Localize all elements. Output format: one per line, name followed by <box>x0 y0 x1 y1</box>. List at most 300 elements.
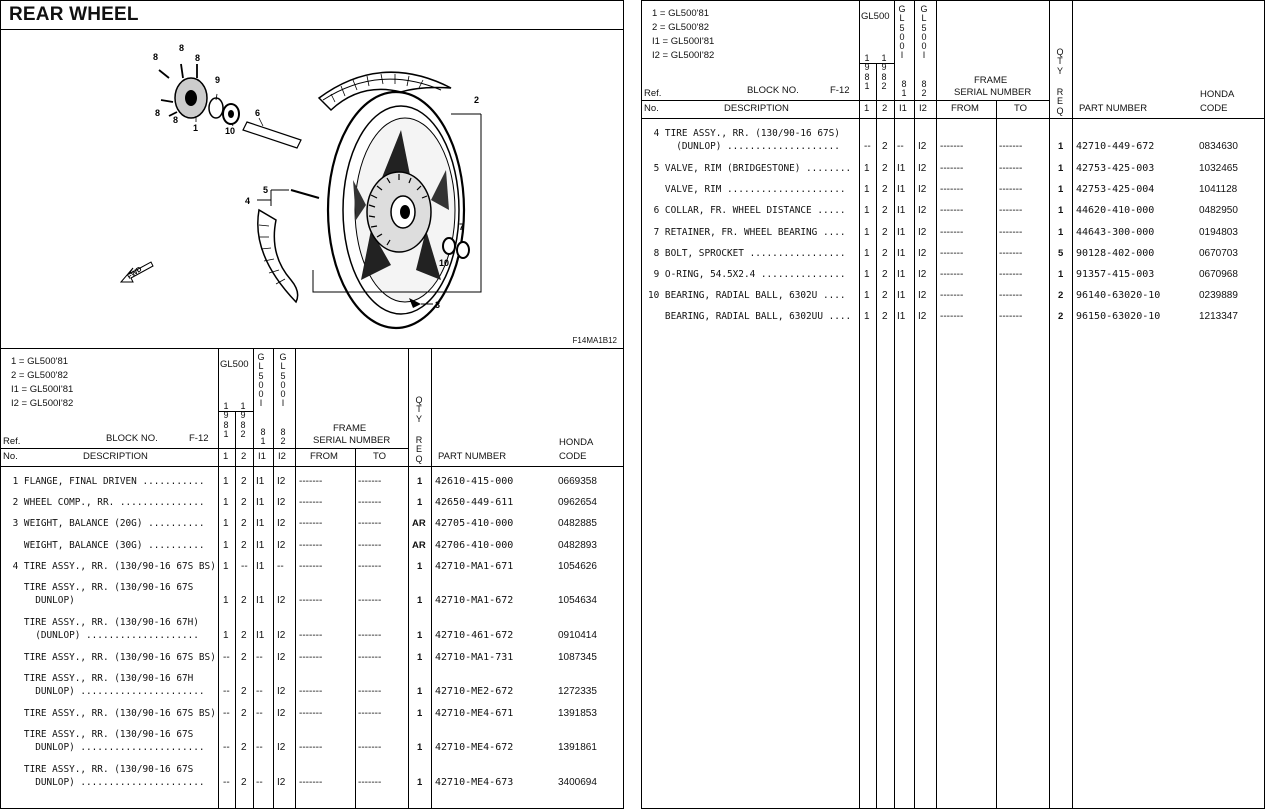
applicability-c3: I1 <box>897 290 906 302</box>
vertical-char: 9 <box>223 410 229 421</box>
honda-code: 1391861 <box>558 742 597 754</box>
applicability-c1: -- <box>223 708 230 720</box>
part-description: TIRE ASSY., RR. (130/90-16 67H DUNLOP) ...................... <box>23 673 205 697</box>
applicability-c2: 2 <box>241 595 247 606</box>
frame-from: ------- <box>299 742 323 754</box>
vertical-char: 1 <box>864 53 870 63</box>
vertical-char: 0 <box>921 31 927 42</box>
fwd-label: FWD <box>126 265 144 281</box>
frame-from: ------- <box>940 247 964 259</box>
frame-from: ------- <box>299 595 323 606</box>
applicability-c4: I2 <box>277 708 286 720</box>
title-bar <box>1 1 623 30</box>
part-description: 10 BEARING, RADIAL BALL, 6302U .... <box>648 290 846 302</box>
part-number: 42710-ME2-672 <box>435 686 514 698</box>
wheel-diagram-svg <box>1 30 623 348</box>
honda-header: HONDA <box>1200 89 1235 100</box>
applicability-c1: 1 <box>223 560 229 572</box>
frame-from: ------- <box>299 539 323 551</box>
vertical-char: T <box>1057 56 1063 67</box>
vertical-char: I <box>900 50 904 61</box>
to-header: TO <box>373 451 387 462</box>
callout-2: 2 <box>474 95 480 105</box>
applicability-c3: I1 <box>256 630 265 641</box>
frame-to: ------- <box>358 630 382 641</box>
honda-code: 1054626 <box>558 560 597 572</box>
applicability-c4: I2 <box>918 290 927 302</box>
vertical-char: 1 <box>901 88 907 99</box>
frame-to: ------- <box>999 247 1023 259</box>
applicability-c3: -- <box>256 777 263 789</box>
frame-to: ------- <box>358 560 382 572</box>
applicability-c3: I1 <box>897 163 906 174</box>
part-description: 4 TIRE ASSY., RR. (130/90-16 67S) (DUNLOP) .................... <box>653 128 840 152</box>
qty-vertical-header <box>414 396 424 424</box>
right-page <box>641 0 1265 809</box>
vertical-char: R <box>1056 87 1064 97</box>
vertical-char: 1 <box>223 401 229 411</box>
frame-from: ------- <box>299 708 323 720</box>
col-2-header: 2 <box>241 451 247 462</box>
vertical-char: G <box>279 352 287 362</box>
to-header: TO <box>1014 103 1028 114</box>
exploded-diagram <box>1 30 623 349</box>
applicability-c4: I2 <box>918 205 927 217</box>
gl500i-vertical-header <box>278 353 288 409</box>
frame-to: ------- <box>999 290 1023 302</box>
part-number: 96150-63020-10 <box>1076 311 1161 323</box>
description-header: DESCRIPTION <box>83 451 148 462</box>
honda-code: 1032465 <box>1199 163 1238 174</box>
applicability-c2: 2 <box>241 777 247 789</box>
serial-number-header: SERIAL NUMBER <box>313 435 391 446</box>
year-vertical-header <box>278 428 288 447</box>
vertical-char: 8 <box>881 71 887 82</box>
applicability-c1: 1 <box>223 630 229 641</box>
part-number-header: PART NUMBER <box>438 451 507 462</box>
applicability-c3: I1 <box>897 311 906 323</box>
part-description: TIRE ASSY., RR. (130/90-16 67S DUNLOP) ...................... <box>23 729 205 753</box>
no-header: No. <box>3 451 18 462</box>
part-description: 5 VALVE, RIM (BRIDGESTONE) ........ <box>648 163 852 174</box>
gl500i-vertical-header <box>897 5 907 61</box>
vertical-char: E <box>1056 96 1063 107</box>
applicability-c1: -- <box>223 742 230 754</box>
honda-code: 0239889 <box>1199 290 1238 302</box>
part-number: 91357-415-003 <box>1076 269 1155 280</box>
applicability-c3: I1 <box>897 184 906 196</box>
frame-from: ------- <box>940 205 964 217</box>
part-description: 4 TIRE ASSY., RR. (130/90-16 67S BS) <box>7 560 216 572</box>
frame-from: ------- <box>299 518 323 530</box>
vertical-char: Q <box>415 453 423 464</box>
applicability-c2: 2 <box>241 630 247 641</box>
applicability-c4: I2 <box>918 141 927 152</box>
applicability-c4: I2 <box>277 630 286 641</box>
part-description: VALVE, RIM ..................... <box>648 184 846 196</box>
applicability-c2: 2 <box>241 539 247 551</box>
applicability-c4: I2 <box>277 595 286 606</box>
applicability-c3: I1 <box>256 497 265 509</box>
honda-code: 1087345 <box>558 652 597 663</box>
vertical-char: Y <box>415 413 422 424</box>
applicability-c3: I1 <box>256 518 265 530</box>
qty-value: 2 <box>1058 311 1064 323</box>
part-description: BEARING, RADIAL BALL, 6302UU .... <box>648 311 852 323</box>
callout-3: 3 <box>435 300 441 310</box>
frame-to: ------- <box>358 742 382 754</box>
callout-1: 1 <box>193 123 199 133</box>
header-divider <box>642 100 1049 101</box>
vertical-char: R <box>415 435 423 445</box>
honda-code: 0482893 <box>558 539 597 551</box>
vertical-char: 2 <box>240 428 246 439</box>
applicability-c1: 1 <box>864 184 870 196</box>
applicability-c4: I2 <box>277 539 286 551</box>
qty-value: 1 <box>417 497 423 509</box>
header-divider <box>1 448 408 449</box>
qty-value: 1 <box>417 742 423 754</box>
year-vertical-header <box>221 402 231 439</box>
frame-from: ------- <box>299 476 323 487</box>
legend-item: I2 = GL500I'82 <box>652 50 715 61</box>
vertical-char: L <box>280 361 286 372</box>
vertical-char: 0 <box>899 41 905 52</box>
frame-from: ------- <box>299 497 323 509</box>
vertical-char: 0 <box>258 379 264 390</box>
ref-header: Ref. <box>644 88 662 99</box>
vertical-char: Q <box>415 395 423 405</box>
frame-from: ------- <box>940 184 964 196</box>
vertical-char: 1 <box>223 428 229 439</box>
part-number: 42753-425-004 <box>1076 184 1155 196</box>
applicability-c4: I2 <box>277 476 286 487</box>
honda-code: 1041128 <box>1199 184 1238 196</box>
serial-number-header: SERIAL NUMBER <box>954 87 1032 98</box>
page-title: REAR WHEEL <box>9 4 139 25</box>
applicability-c1: 1 <box>223 497 229 509</box>
callout-8e: 8 <box>173 115 179 125</box>
qty-value: 5 <box>1058 247 1064 259</box>
frame-from: ------- <box>299 777 323 789</box>
legend-item: 2 = GL500'82 <box>11 370 69 381</box>
frame-header: FRAME <box>333 423 367 434</box>
part-number: 42610-415-000 <box>435 476 514 487</box>
honda-code: 0194803 <box>1199 226 1238 238</box>
part-number: 96140-63020-10 <box>1076 290 1161 302</box>
applicability-c2: 2 <box>241 742 247 754</box>
applicability-c3: I1 <box>897 247 906 259</box>
applicability-c2: 2 <box>241 652 247 663</box>
column-divider <box>1072 1 1073 808</box>
vertical-char: 0 <box>280 389 286 400</box>
applicability-c4: I2 <box>918 269 927 280</box>
part-number: 42710-ME4-673 <box>435 777 514 789</box>
legend-item: I1 = GL500I'81 <box>11 384 74 395</box>
column-divider <box>936 1 937 808</box>
qty-vertical-header <box>1055 48 1065 76</box>
vertical-char: Y <box>1056 65 1063 76</box>
column-divider <box>235 411 236 809</box>
model-legend <box>652 7 714 63</box>
vertical-char: G <box>257 352 265 362</box>
honda-code: 0834630 <box>1199 141 1238 152</box>
vertical-char: 8 <box>240 419 246 430</box>
part-description: 3 WEIGHT, BALANCE (20G) .......... <box>7 518 205 530</box>
gl500-header: GL500 <box>861 11 890 22</box>
frame-from: ------- <box>940 311 964 323</box>
applicability-c3: -- <box>256 742 263 754</box>
applicability-c2: 2 <box>241 686 247 698</box>
part-description: 6 COLLAR, FR. WHEEL DISTANCE ..... <box>648 205 846 217</box>
qty-value: 2 <box>1058 290 1064 302</box>
callout-8d: 8 <box>155 108 161 118</box>
frame-to: ------- <box>999 163 1023 174</box>
description-header: DESCRIPTION <box>724 103 789 114</box>
applicability-c4: I2 <box>918 163 927 174</box>
vertical-char: I <box>259 398 263 409</box>
callout-8b: 8 <box>179 43 185 53</box>
qty-value: 1 <box>417 560 423 572</box>
part-description: 7 RETAINER, FR. WHEEL BEARING .... <box>648 226 846 238</box>
frame-from: ------- <box>299 686 323 698</box>
col-i1-header: I1 <box>899 103 907 114</box>
year-vertical-header <box>238 402 248 439</box>
qty-value: 1 <box>1058 205 1064 217</box>
part-number-header: PART NUMBER <box>1079 103 1148 114</box>
part-number: 42710-449-672 <box>1076 141 1155 152</box>
column-divider <box>295 349 296 809</box>
col-1-header: 1 <box>223 451 229 462</box>
part-description: TIRE ASSY., RR. (130/90-16 67S DUNLOP) <box>23 582 194 606</box>
part-number: 42706-410-000 <box>435 539 514 551</box>
applicability-c2: 2 <box>882 269 888 280</box>
vertical-char: 8 <box>921 79 927 89</box>
vertical-char: 9 <box>864 62 870 73</box>
vertical-char: 1 <box>881 53 887 63</box>
honda-code: 0482950 <box>1199 205 1238 217</box>
ref-header: Ref. <box>3 436 21 447</box>
qty-value: 1 <box>1058 269 1064 280</box>
column-divider <box>996 100 997 808</box>
honda-code: 0670968 <box>1199 269 1238 280</box>
column-divider <box>218 349 219 809</box>
qty-value: 1 <box>1058 184 1064 196</box>
block-no-value: F-12 <box>189 433 209 444</box>
applicability-c1: 1 <box>223 518 229 530</box>
callout-6: 6 <box>255 108 261 118</box>
part-description: 1 FLANGE, FINAL DRIVEN ........... <box>7 476 205 487</box>
part-description: WEIGHT, BALANCE (30G) .......... <box>7 539 205 551</box>
frame-to: ------- <box>358 518 382 530</box>
applicability-c2: 2 <box>241 497 247 509</box>
col-i2-header: I2 <box>278 451 286 462</box>
part-description: TIRE ASSY., RR. (130/90-16 67S DUNLOP) ...................... <box>23 764 205 788</box>
vertical-char: 1 <box>260 436 266 447</box>
applicability-c2: -- <box>241 560 248 572</box>
column-divider <box>859 1 860 808</box>
part-number: 42710-ME4-671 <box>435 708 514 720</box>
frame-to: ------- <box>358 497 382 509</box>
part-number: 42710-MA1-731 <box>435 652 514 663</box>
frame-from: ------- <box>940 141 964 152</box>
frame-header: FRAME <box>974 75 1008 86</box>
frame-to: ------- <box>358 476 382 487</box>
applicability-c1: 1 <box>864 163 870 174</box>
vertical-char: L <box>258 361 264 372</box>
part-description: 8 BOLT, SPROCKET ................. <box>648 247 846 259</box>
frame-to: ------- <box>999 269 1023 280</box>
applicability-c3: I1 <box>256 476 265 487</box>
vertical-char: G <box>898 4 906 14</box>
qty-value: 1 <box>417 686 423 698</box>
part-number: 44620-410-000 <box>1076 205 1155 217</box>
vertical-char: L <box>899 13 905 24</box>
vertical-char: 8 <box>901 79 907 89</box>
applicability-c4: I2 <box>918 184 927 196</box>
code-header: CODE <box>1200 103 1228 114</box>
honda-code: 0482885 <box>558 518 597 530</box>
callout-5: 5 <box>263 185 269 195</box>
legend-item: 1 = GL500'81 <box>652 8 710 19</box>
gl500-header: GL500 <box>220 359 249 370</box>
header-divider <box>642 118 1264 119</box>
vertical-char: 5 <box>899 22 905 33</box>
applicability-c4: I2 <box>918 247 927 259</box>
applicability-c4: I2 <box>277 742 286 754</box>
qty-value: 1 <box>417 708 423 720</box>
frame-to: ------- <box>358 708 382 720</box>
applicability-c4: I2 <box>277 652 286 663</box>
vertical-char: G <box>920 4 928 14</box>
applicability-c1: 1 <box>864 290 870 302</box>
applicability-c3: I1 <box>897 269 906 280</box>
column-divider <box>914 1 915 808</box>
vertical-char: 9 <box>240 410 246 421</box>
honda-header: HONDA <box>559 437 594 448</box>
column-divider <box>431 349 432 809</box>
qty-value: 1 <box>1058 163 1064 174</box>
applicability-c2: 2 <box>882 290 888 302</box>
part-description: TIRE ASSY., RR. (130/90-16 67S BS) <box>7 708 216 720</box>
part-number: 42705-410-000 <box>435 518 514 530</box>
applicability-c2: 2 <box>241 708 247 720</box>
frame-from: ------- <box>940 290 964 302</box>
no-header: No. <box>644 103 659 114</box>
applicability-c1: -- <box>223 652 230 663</box>
vertical-char: E <box>415 444 422 455</box>
vertical-char: 5 <box>280 370 286 381</box>
year-vertical-header <box>879 54 889 91</box>
qty-value: 1 <box>417 476 423 487</box>
honda-code: 1391853 <box>558 708 597 720</box>
frame-to: ------- <box>999 226 1023 238</box>
frame-to: ------- <box>999 184 1023 196</box>
part-number: 90128-402-000 <box>1076 247 1155 259</box>
qty-value: 1 <box>1058 226 1064 238</box>
parts-table-left <box>1 349 623 809</box>
applicability-c3: I1 <box>897 205 906 217</box>
frame-from: ------- <box>940 226 964 238</box>
honda-code: 0910414 <box>558 630 597 641</box>
gl500i-vertical-header <box>919 5 929 61</box>
callout-4: 4 <box>245 196 251 206</box>
qty-value: AR <box>412 539 426 551</box>
honda-code: 3400694 <box>558 777 597 789</box>
year-vertical-header <box>862 54 872 91</box>
part-number: 44643-300-000 <box>1076 226 1155 238</box>
vertical-char: 0 <box>280 379 286 390</box>
applicability-c1: -- <box>223 686 230 698</box>
column-divider <box>355 448 356 809</box>
qty-value: 1 <box>417 777 423 789</box>
vertical-char: 1 <box>864 80 870 91</box>
vertical-char: 8 <box>280 427 286 437</box>
applicability-c1: 1 <box>864 247 870 259</box>
applicability-c1: 1 <box>864 205 870 217</box>
vertical-char: 8 <box>864 71 870 82</box>
frame-from: ------- <box>299 652 323 663</box>
vertical-char: 8 <box>260 427 266 437</box>
applicability-c3: I1 <box>897 226 906 238</box>
applicability-c1: 1 <box>223 476 229 487</box>
vertical-char: I <box>922 50 926 61</box>
applicability-c1: -- <box>223 777 230 789</box>
col-1-header: 1 <box>864 103 870 114</box>
applicability-c2: 2 <box>882 311 888 323</box>
applicability-c2: 2 <box>882 247 888 259</box>
applicability-c3: -- <box>256 708 263 720</box>
applicability-c3: -- <box>256 652 263 663</box>
column-divider <box>876 63 877 808</box>
from-header: FROM <box>951 103 979 114</box>
legend-item: 2 = GL500'82 <box>652 22 710 33</box>
honda-code: 1054634 <box>558 595 597 606</box>
year-vertical-header <box>899 80 909 99</box>
callout-7: 7 <box>459 222 465 232</box>
frame-to: ------- <box>999 205 1023 217</box>
frame-from: ------- <box>940 269 964 280</box>
parts-table-right <box>642 1 1264 808</box>
block-no-label: BLOCK NO. <box>106 433 158 444</box>
block-no-label: BLOCK NO. <box>747 85 799 96</box>
column-divider <box>1049 1 1050 808</box>
column-divider <box>253 349 254 809</box>
applicability-c4: -- <box>277 560 284 572</box>
callout-8a: 8 <box>153 52 159 62</box>
applicability-c2: 2 <box>882 163 888 174</box>
part-number: 42710-ME4-672 <box>435 742 514 754</box>
vertical-char: 8 <box>223 419 229 430</box>
frame-to: ------- <box>999 141 1023 152</box>
vertical-char: I <box>281 398 285 409</box>
frame-to: ------- <box>358 686 382 698</box>
callout-8c: 8 <box>195 53 201 63</box>
part-description: 9 O-RING, 54.5X2.4 ............... <box>648 269 846 280</box>
honda-code: 0669358 <box>558 476 597 487</box>
part-description: TIRE ASSY., RR. (130/90-16 67S BS) <box>7 652 216 663</box>
vertical-char: 1 <box>240 401 246 411</box>
callout-9: 9 <box>215 75 221 85</box>
part-number: 42710-461-672 <box>435 630 514 641</box>
column-divider <box>894 1 895 808</box>
applicability-c1: 1 <box>223 595 229 606</box>
frame-to: ------- <box>358 539 382 551</box>
vertical-char: Q <box>1056 105 1064 116</box>
applicability-c1: 1 <box>864 311 870 323</box>
applicability-c3: I1 <box>256 539 265 551</box>
vertical-char: 0 <box>899 31 905 42</box>
